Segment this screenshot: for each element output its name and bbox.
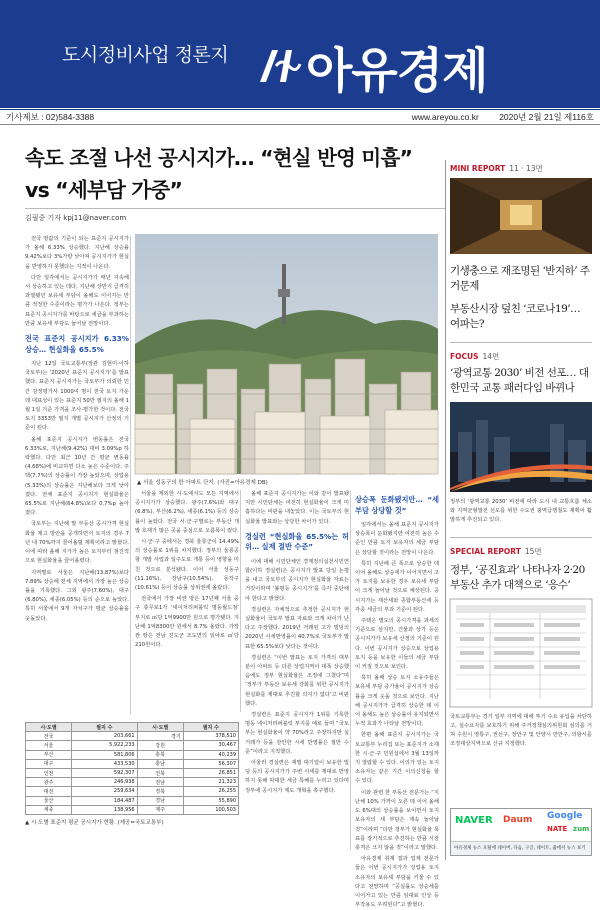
table-cell: 55,890 xyxy=(183,796,238,805)
table-row xyxy=(26,778,239,787)
byline: 김필중 기자 kpj11@naver.com xyxy=(25,208,445,228)
table-row xyxy=(26,796,239,805)
section-label: FOCUS xyxy=(450,352,479,361)
paragraph: 경실련은 “이번 발표는 토지 가격의 대부분이 아파트 등 다른 상업지역이 대폭 상승했음에도 정부 현실화율은 조정에 그쳤다”며 ‘정부가 부동산 보유세 강화를 위한 공시지가 현실화를 제대로 추진할 의지가 없다’고 비판했다. xyxy=(245,654,349,707)
section-label: MINI REPORT xyxy=(450,164,506,173)
table-cell: 378,510 xyxy=(183,732,238,741)
table-cell: 184,487 xyxy=(72,796,138,805)
table-cell: 제주 xyxy=(137,805,183,814)
table-cell: 246,938 xyxy=(72,778,138,787)
report-phone: 기사제보 : 02)584-3388 xyxy=(6,112,95,122)
table-row xyxy=(26,732,239,741)
table-header: 시·도별 xyxy=(137,723,183,732)
column-divider xyxy=(240,490,241,712)
paragraph: 주택은 별도의 공시가격을 과세의 기준으로 삼지만, 건물과 상가 등은 공시지가가 보유세 산정의 기준이 된다. 이번 공시지가 상승으로 상업용 토지 등을 보유한 이들의 세금 부담이 커질 것으로 보인다. xyxy=(355,618,439,671)
headline-line-1: 속도 조절 나선 공시지가… “현실 반영 미흡” xyxy=(25,146,413,170)
paragraph: 한편 올해 표준지 공시지가는 국토교통부 누리집 또는 표준지가 소재한 시·군·구 민원실에서 3월 13일까지 열람할 수 있다. 이의가 있는 토지 소유자는 같은 기간 이의신청을 할 수 있다. xyxy=(355,732,439,785)
table-cell: 56,307 xyxy=(183,759,238,768)
table-cell: 전남 xyxy=(137,778,183,787)
main-headline xyxy=(25,142,445,206)
table-row xyxy=(26,741,239,750)
zum-logo: zum xyxy=(573,825,590,833)
naver-logo: NAVER xyxy=(455,815,493,826)
special-report-title[interactable]: 정부, ‘공진효과’ 나타나자 2·20 부동산 추가 대책으로 ‘응수’ xyxy=(450,564,585,591)
page-ref: 14면 xyxy=(482,352,500,361)
subheading: 경실련 “현실화율 65.5%는 허위… 실제 절반 수준” xyxy=(245,531,349,552)
table-row xyxy=(26,750,239,759)
article-column-4 xyxy=(355,490,439,909)
table-cell: 충북 xyxy=(137,750,183,759)
site-url[interactable]: www.areyou.co.kr xyxy=(411,112,479,122)
table-cell: 26,851 xyxy=(183,768,238,777)
paragraph: 올해 표준지 공시지가는 이와 같이 발표됐지만 시민단체는 여전히 현실화율이 크게 미흡하다는 비판을 내놓았다. 이는 국토부의 현실화율 발표와는 상당한 차이가 있다. xyxy=(245,491,349,525)
page-ref: 15면 xyxy=(524,547,542,556)
table-cell: 인천 xyxy=(26,768,72,777)
focus-label xyxy=(450,351,592,362)
focus-text: 정부의 ‘광역교통 2030’ 비전에 따라 도시 내 교통흐름 체소와 지역균형발전 선도를 위한 수도권 광역급행철도 계획이 활발하게 추진되고 있다. xyxy=(450,499,592,523)
table-cell: 서울 xyxy=(26,741,72,750)
table-cell: 부산 xyxy=(26,750,72,759)
info-bar xyxy=(0,109,600,125)
table-cell: 30,467 xyxy=(183,741,238,750)
masthead-title: 아유경제 xyxy=(306,43,488,99)
focus-title[interactable]: ‘광역교통 2030’ 비전 선포… 대한민국 교통 패러다임 바뀌나 xyxy=(450,367,589,394)
divider xyxy=(450,537,592,538)
table-cell: 592,307 xyxy=(72,768,138,777)
table-cell: 대전 xyxy=(26,787,72,796)
table-cell: 울산 xyxy=(26,796,72,805)
table-cell: 경기 xyxy=(137,732,183,741)
table-header: 필지 수 xyxy=(183,723,238,732)
subheading: 상승폭 둔화됐지만… “세부담 상당할 것” xyxy=(355,495,439,515)
land-price-table xyxy=(25,722,239,826)
article-photo xyxy=(135,234,438,474)
areyou-logo-icon xyxy=(256,44,302,88)
page-ref: 11 · 13면 xyxy=(509,164,543,173)
table-header: 시·도별 xyxy=(26,723,72,732)
table-cell: 100,503 xyxy=(183,805,238,814)
table-cell: 138,956 xyxy=(72,805,138,814)
article-column-3 xyxy=(245,490,349,850)
table-cell: 전북 xyxy=(137,768,183,777)
google-logo: Google xyxy=(547,811,583,821)
data-table xyxy=(25,722,239,815)
table-cell: 경북 xyxy=(137,787,183,796)
table-cell: 40,239 xyxy=(183,750,238,759)
table-cell: 26,255 xyxy=(183,787,238,796)
article-column-2 xyxy=(135,490,239,712)
masthead xyxy=(0,0,600,108)
photo-caption: ▲ 서울 성동구의 한 아파트 단지. (사진=아유경제 DB) xyxy=(137,480,268,486)
apartment-city-image xyxy=(135,234,438,474)
table-cell: 433,530 xyxy=(72,759,138,768)
paragraph: 전국 땅값의 기준이 되는 표준지 공시지가가 올해 6.33% 상승했다. 지난해 상승률 9.42%보다 3%가량 낮아져 공시지가가 현실을 반영하지 못했다는 지적이 나온다. xyxy=(25,236,129,270)
masthead-subtitle: 도시정비사업 정론지 xyxy=(62,44,229,66)
paragraph: 지역별로 서울은 지난해(13.87%)보다 7.89% 상승해 전체 지역에서 가장 높은 상승률을 기록했다. 그외 광주(7.60%), 대구(6.80%), 세종(6.05%) 등의 순으로 높았다. 특히 서울에서 9개 자치구가 평균 상승률을 웃돌았다. xyxy=(25,569,129,622)
table-cell: 5,922,233 xyxy=(72,741,138,750)
paragraph: 다만 일각에서는 공시지가가 매년 지속해서 상승하고 있는 데다, 지난해 상반기 급격히 과열됐던 보유세 부담이 올해도 이어지는 만큼 적정한 수준이라는 평가가 나온다. 정부는 표준지 공시지가를 바탕으로 세금을 부과하는 만큼 보유세 부담도 늘어날 전망이다. xyxy=(25,274,129,327)
basement-photo xyxy=(450,178,592,254)
sidebar-divider xyxy=(445,160,446,860)
paragraph: 경실련은 표준지 공시지가 1위를 기록한 명동 네이처리퍼블릭 부지를 예로 들며 “국토부는 현실화율이 약 70%라고 주장하지만 실거래가 등을 감안한 시세 반영률은 절반 수준”이라고 지적했다. xyxy=(245,712,349,755)
table-row xyxy=(26,787,239,796)
divider xyxy=(450,342,592,343)
table-cell: 203,661 xyxy=(72,732,138,741)
table-cell: 21,323 xyxy=(183,778,238,787)
paragraph: 시·군·구 중에서는 경북 울릉군이 14.49%의 상승률로 1위를 차지했다. 정부의 울릉공항 개발 사업과 일주도로 개통 등이 영향을 미친 것으로 분석됐다. 이어 서울 성동구(11.16%), 강남구(10.54%), 동작구(10.61%) 등이 상승률 상위권에 올랐다. xyxy=(135,539,239,592)
table-caption: ▲ 시·도별 표준지 평균 공시지가 현황. (제공=국토교통부) xyxy=(25,819,164,826)
daum-logo: Daum xyxy=(503,815,533,825)
ad-text: 아유경제 뉴스 포털에 네이버, 다음, 구글, 네이트, 줌에서 뉴스 보기 xyxy=(451,841,591,855)
policy-document-image xyxy=(450,599,592,707)
paragraph: 경실련은 자체적으로 추정한 공시지가 현실화율이 국토부 발표 자료와 크게 차이가 난다고 주장했다. 2019년 거래된 고가 빌딩의 2020년 시세반영률이 40.7%로 국토부가 발표한 65.5%보다 낮다는 것이다. xyxy=(245,606,349,650)
table-cell: 광주 xyxy=(26,778,72,787)
table-cell: 전국 xyxy=(26,732,72,741)
table-cell: 대구 xyxy=(26,759,72,768)
paragraph: 일각에서는 올해 표준지 공시지가 상승폭이 둔화됐지만 여전히 높은 수준인 만큼 토지 보유자의 세금 부담은 상당할 것이라는 전망이 나온다. xyxy=(355,522,439,556)
mini-report-label xyxy=(450,163,592,174)
paragraph: 특히 지난해 큰 폭으로 상승한 데 이어 올해도 상승세가 이어지면서 고가 토지를 보유한 경우 보유세 부담이 크게 늘어날 것으로 예상된다. 공시지가는 재산세와 종합부동산세 등 각종 세금의 부과 기준이 된다. xyxy=(355,560,439,613)
portal-ad[interactable] xyxy=(450,808,592,856)
info-right xyxy=(394,110,594,124)
city-night-photo xyxy=(450,402,592,492)
mini-report-title-1[interactable]: 기생충으로 재조명된 ‘반지하’ 주거문제 xyxy=(450,265,590,292)
paragraph: 특히 올해 상승 토지 소유주들은 보유세 부담 증가율이 공시지가 상승률을 크게 웃돌 것으로 보인다. 지난해 공시지가가 급격히 상승한 데 이어 올해도 높은 상승률이 유지되면서 누적 효과가 나타날 전망이다. xyxy=(355,675,439,728)
paragraph: 전국에서 가장 비싼 땅은 17년째 서울 중구 충무로1가 ‘네이처리퍼블릭 명동월드점’ 부지로 ㎡당 1억9900만 원으로 평가됐다. 지난해 1억8300만 원에서 8.7% 올랐다. 가장 싼 땅은 전남 진도군 조도면의 임야로 ㎡당 210원이다. xyxy=(135,596,239,649)
paragraph: 이와 관련 한 부동산 전문가는 “지난해 10% 가까이 오른 데 이어 올해도 6%대의 상승률을 보이면서 토지 보유자의 세 부담은 계속 늘어날 것”이라며 “다만 정부가 현실화율 목표를 장기적으로 추진하는 만큼 시장 충격은 크지 않을 것”이라고 말했다. xyxy=(355,789,439,851)
issue-date: 2020년 2월 21일 제116호 xyxy=(499,112,594,122)
table-cell: 세종 xyxy=(26,805,72,814)
special-report-text: 국토교통부는 경기 일부 지역에 대해 투기 수요 유입을 차단하고, 실수요자를 보호하기 위해 주거정책심의위원회 심의를 거쳐 수원시 영통구, 권선구, 장안구 및 안양시 만안구, 의왕시를 조정대상지역으로 신규 지정했다. xyxy=(450,714,592,747)
table-cell: 259,634 xyxy=(72,787,138,796)
paragraph: 올해 표준지 공시지가 변동률은 전국 6.33%로, 지난해(9.42%) 대비 3.09%p 하락했다. 다만 최근 10년 간 평균 변동률(4.68%)에 비교하면 다소 높은 수준이다. 주택(7.7%)의 상승률이 가장 높았으며, 상업용(5.33%)의 상승률은 지난해보다 크게 낮아졌다. 전체 표준지 공시지가 현실화율은 65.5%로 지난해(64.8%)보다 0.7%p 높아졌다. xyxy=(25,436,129,517)
paragraph: 아울러 경실련은 재벌 대기업이 보유한 빌딩 등의 공시지가가 주변 시세를 제대로 반영하지 못해 막대한 세금 특혜를 누리고 있다며 정부에 공시지가 제도 개혁을 촉구했다. xyxy=(245,760,349,794)
table-cell: 강원 xyxy=(137,741,183,750)
article-column-1 xyxy=(25,235,129,713)
sidebar xyxy=(450,163,592,771)
table-row xyxy=(26,805,239,814)
paragraph: 지난 12일 국토교통부(장관 김현미·이하 국토부)는 ‘2020년 표준지 공시지가’를 발표했다. 표준지 공시지가는 국토부가 의뢰한 민간 감정평가사 1000여 명이 전국 토지 가운데 대표성이 있는 표준지 50만 필지의 올해 1월 1일 기준 가격을 조사·평가한 것이다. 전국 토지 3353만 필지 개별 공시지가 산정의 기준이 된다. xyxy=(25,361,129,432)
mini-report-title-2[interactable]: 부동산시장 덮친 ‘코로나19’… 여파는? xyxy=(450,303,581,330)
table-row xyxy=(26,759,239,768)
paragraph: 서울을 제외한 시·도에서도 모든 지역에서 공시지가가 상승했다. 광주(7.6%)와 대구(6.8%), 부산(6.2%), 세종(6.1%) 등의 상승률이 높았다. 전국 시·군·구별로는 부동산 개발 호재가 많은 곳을 중심으로 오름폭이 컸다. xyxy=(135,491,239,534)
paragraph: 국토부는 지난해 말 부동산 공시가격 현실화율 제고 방안을 공개하면서 토지의 경우 7년 내 70%까지 끌어올릴 계획이라고 밝혔다. 이에 따라 올해 지가가 높은 토지부터 점진적으로 현실화율을 끌어올렸다. xyxy=(25,521,129,565)
headline-line-2: vs “세부담 가중” xyxy=(25,178,183,202)
table-cell: 581,806 xyxy=(72,750,138,759)
table-header: 필지 수 xyxy=(72,723,138,732)
special-report-label xyxy=(450,546,592,557)
table-cell: 경남 xyxy=(137,796,183,805)
table-cell: 충남 xyxy=(137,759,183,768)
column-divider xyxy=(130,236,131,714)
nate-logo: NATE xyxy=(547,825,568,833)
column-divider xyxy=(350,490,351,850)
paragraph: 이에 대해 시민단체인 경제정의실천시민연합(이하 경실련)은 공시지가 발표 당일 논평을 내고 국토부의 공시지가 현실화율 자료는 거짓이라며 ‘불평등 공시지가’를 즉각 중단해야 한다고 밝혔다. xyxy=(245,558,349,602)
paragraph: 아유경제 취재 결과 업계 전문가들은 이번 공시지가가 상업용 토지 소유자의 보유세 부담을 키울 수 있다고 전망하며 “공실률도 상승세를 이어가고 있는 만큼 임대료 인상 등 부작용도 우려된다”고 밝혔다. xyxy=(355,856,439,909)
table-row xyxy=(26,768,239,777)
section-label: SPECIAL REPORT xyxy=(450,547,521,556)
subheading: 전국 표준지 공시지가 6.33% 상승… 현실화율 65.5% xyxy=(25,334,129,354)
